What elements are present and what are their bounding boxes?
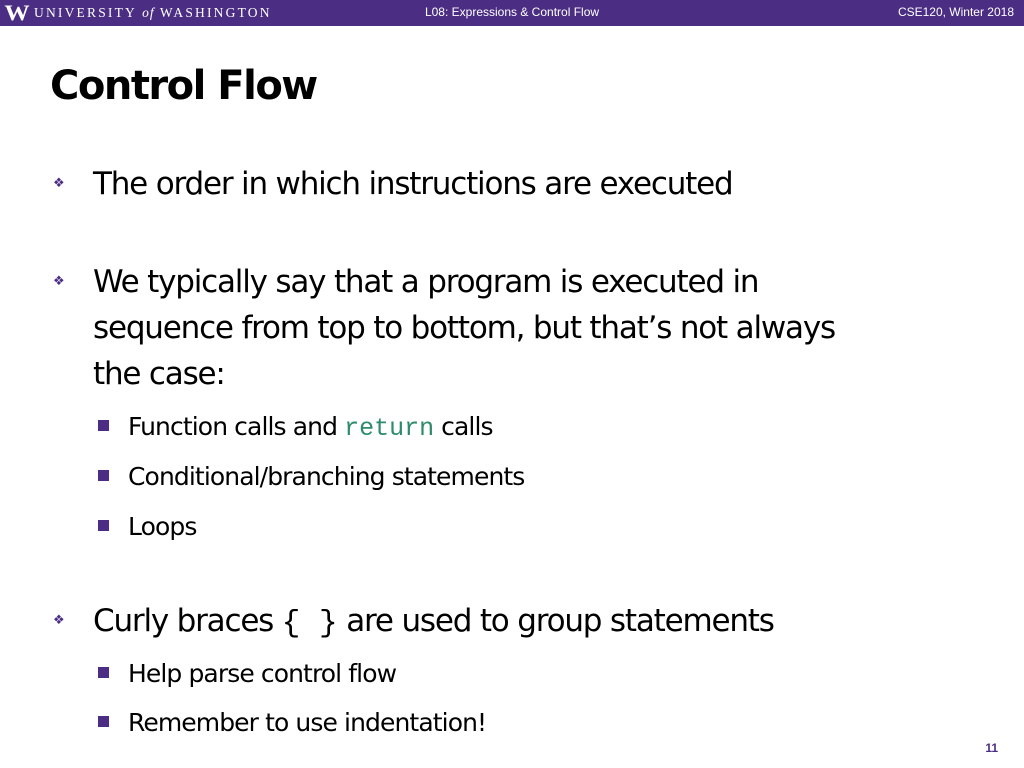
sub-bullet-indentation: Remember to use indentation! xyxy=(128,706,988,740)
slide-title: Control Flow xyxy=(50,63,317,109)
square-icon xyxy=(98,667,109,678)
bullet-curly-braces: ❖ Curly braces { } are used to group statements xyxy=(93,598,973,647)
four-diamond-icon: ❖ xyxy=(53,613,65,628)
square-icon xyxy=(98,520,109,531)
university-name: UNIVERSITY of WASHINGTON xyxy=(34,5,272,20)
square-icon xyxy=(98,420,109,431)
page-number: 11 xyxy=(985,741,998,755)
uw-w-icon: W xyxy=(4,0,30,25)
sub-bullet-loops: Loops xyxy=(128,510,988,544)
four-diamond-icon: ❖ xyxy=(53,176,65,191)
code-return: return xyxy=(344,414,435,443)
sub-bullet-function-calls: Function calls and return calls xyxy=(128,410,988,446)
lecture-title: L08: Expressions & Control Flow xyxy=(424,5,600,19)
square-icon xyxy=(98,470,109,481)
four-diamond-icon: ❖ xyxy=(53,274,65,289)
bullet-order: ❖ The order in which instructions are executed xyxy=(93,161,973,207)
square-icon xyxy=(98,716,109,727)
sub-bullet-conditional: Conditional/branching statements xyxy=(128,460,988,494)
sub-bullet-parse: Help parse control flow xyxy=(128,657,988,691)
code-braces: { } xyxy=(281,606,338,641)
bullet-sequence: ❖ We typically say that a program is executed in sequence from top to bottom, but that’s not always the case: xyxy=(93,259,973,397)
course-info: CSE120, Winter 2018 xyxy=(897,5,1014,19)
